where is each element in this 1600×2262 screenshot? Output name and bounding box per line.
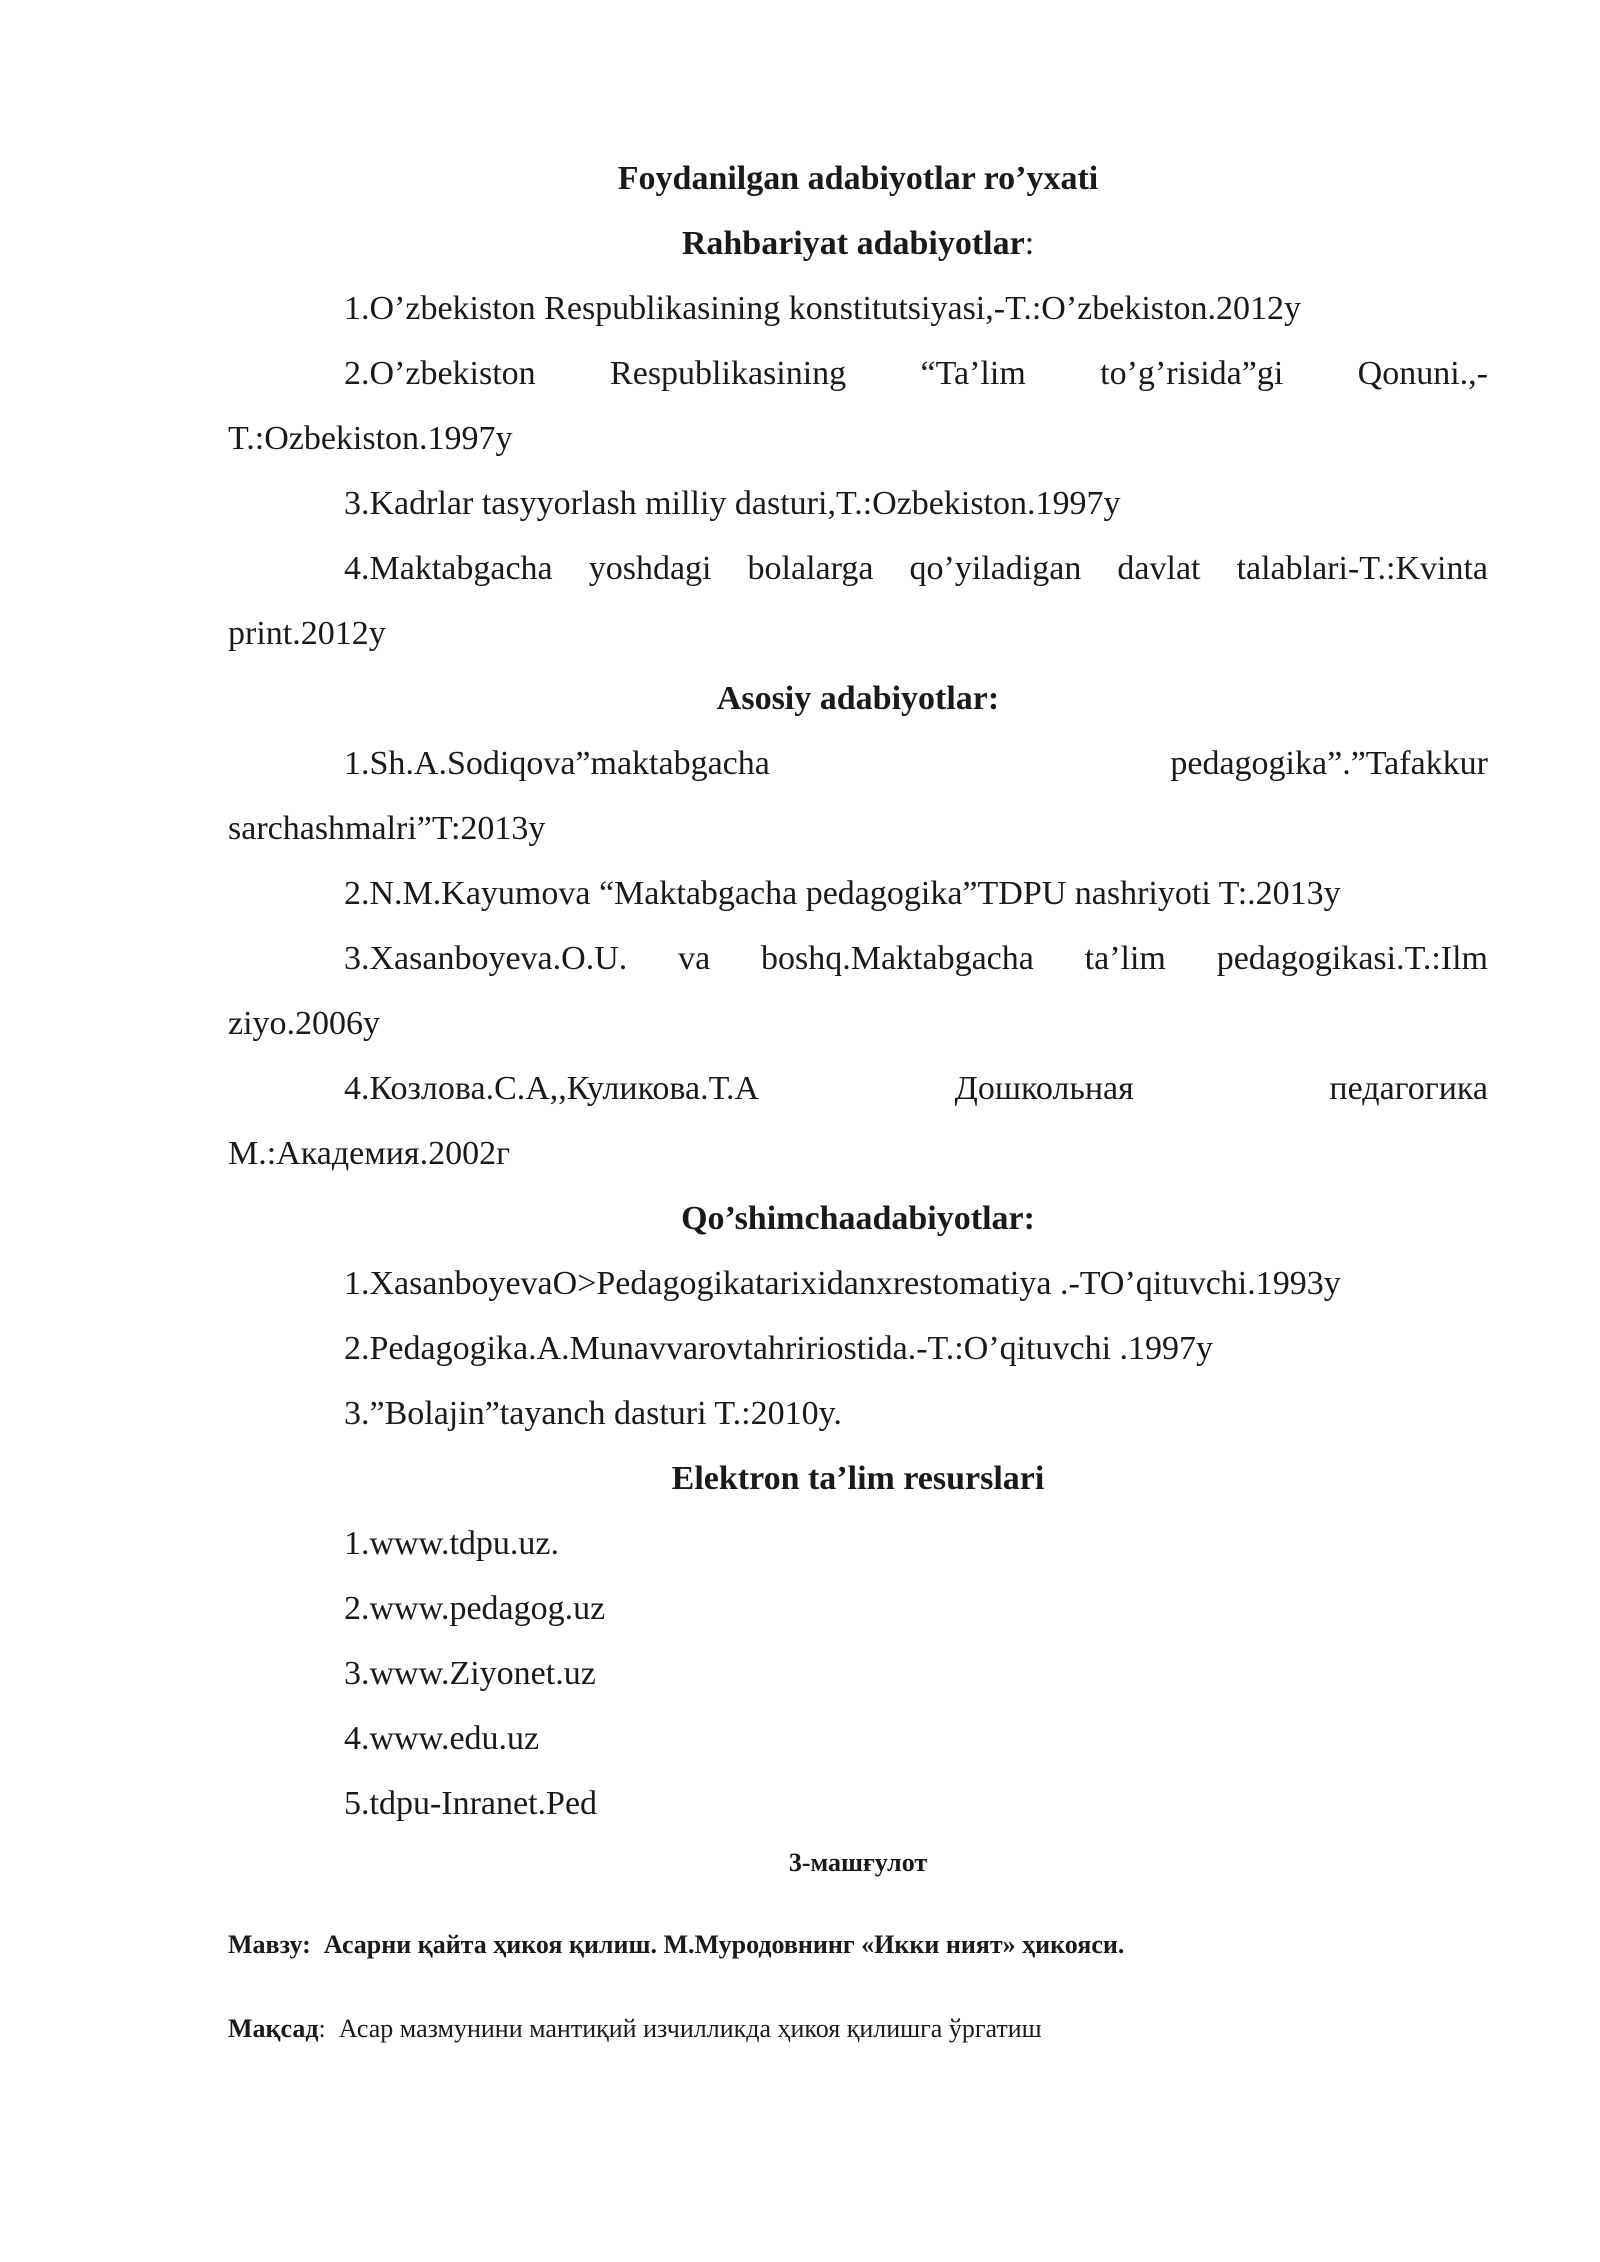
asosiy-item-1-line-1: 1.Sh.A.Sodiqova”maktabgacha pedagogika”.”Tafakkur [344,745,1488,782]
lesson-topic [228,1930,1488,1960]
asosiy-item-2: 2.N.M.Kayumova “Maktabgacha pedagogika”TDPU nashriyoti T:.2013y [344,875,1341,912]
section-heading-rahbariyat [228,211,1488,276]
elektron-item-5: 5.tdpu-Inranet.Ped [344,1785,598,1822]
elektron-item-4: 4.www.edu.uz [344,1720,540,1757]
qoshimcha-item-1: 1.XasanboyevaO>Pedagogikatarixidanxrestomatiya .-TO’qituvchi.1993y [344,1265,1341,1302]
rahbariyat-item-3: 3.Kadrlar tasyyorlash milliy dasturi,T.:Ozbekiston.1997y [344,485,1121,522]
lesson-topic-label: Мавзу: [228,1930,311,1959]
asosiy-item-3-line-1: 3.Xasanboyeva.O.U. va boshq.Maktabgacha ta’lim pedagogikasi.T.:Ilm [344,940,1488,977]
asosiy-item-1-line-2: sarchashmalri”T:2013y [228,810,546,847]
rahbariyat-item-4-line-2: print.2012y [228,615,386,652]
asosiy-item-4-line-2: М.:Академия.2002г [228,1135,511,1172]
elektron-item-1: 1.www.tdpu.uz. [344,1525,559,1562]
qoshimcha-item-3: 3.”Bolajin”tayanch dasturi T.:2010y. [344,1395,842,1432]
section-heading-qoshimcha: Qo’shimchaadabiyotlar: [681,1200,1035,1237]
bibliography-title: Foydanilgan adabiyotlar ro’yxati [617,160,1099,197]
elektron-item-2: 2.www.pedagog.uz [344,1590,606,1627]
elektron-item-3: 3.www.Ziyonet.uz [344,1655,596,1692]
lesson-topic-text: Асарни қайта ҳикоя қилиш. М.Муродовнинг «Икки ният» ҳикояси. [323,1930,1125,1959]
lesson-number: 3-машғулот [788,1848,928,1877]
asosiy-item-4-line-1: 4.Козлова.С.А,,Куликова.Т.А Дошкольная педагогика [344,1070,1488,1107]
rahbariyat-item-1: 1.O’zbekiston Respublikasining konstitutsiyasi,-T.:O’zbekiston.2012y [344,290,1301,327]
section-heading-asosiy: Asosiy adabiyotlar: [716,680,1000,717]
rahbariyat-item-2-line-2: T.:Ozbekiston.1997y [228,420,513,457]
lesson-goal-text: Асар мазмунини мантиқий изчилликда ҳикоя қилишга ўргатиш [338,2014,1042,2043]
section-heading-rahbariyat-text: Rahbariyat adabiyotlar [681,225,1025,262]
lesson-goal [228,2014,1488,2044]
lesson-goal-label: Мақсад [228,2014,319,2043]
asosiy-item-3-line-2: ziyo.2006y [228,1005,381,1042]
document-body [228,146,1488,2044]
section-heading-elektron: Elektron ta’lim resurslari [671,1460,1045,1497]
section-heading-rahbariyat-colon: : [1024,225,1035,262]
rahbariyat-item-2-line-1: 2.O’zbekiston Respublikasining “Ta’lim to’g’risida”gi Qonuni.,- [344,355,1488,392]
lesson-goal-colon: : [318,2014,326,2043]
qoshimcha-item-2: 2.Pedagogika.A.Munavvarovtahririostida.-T.:O’qituvchi .1997y [344,1330,1214,1367]
rahbariyat-item-4-line-1: 4.Maktabgacha yoshdagi bolalarga qo’yiladigan davlat talablari-T.:Kvinta [344,550,1488,587]
